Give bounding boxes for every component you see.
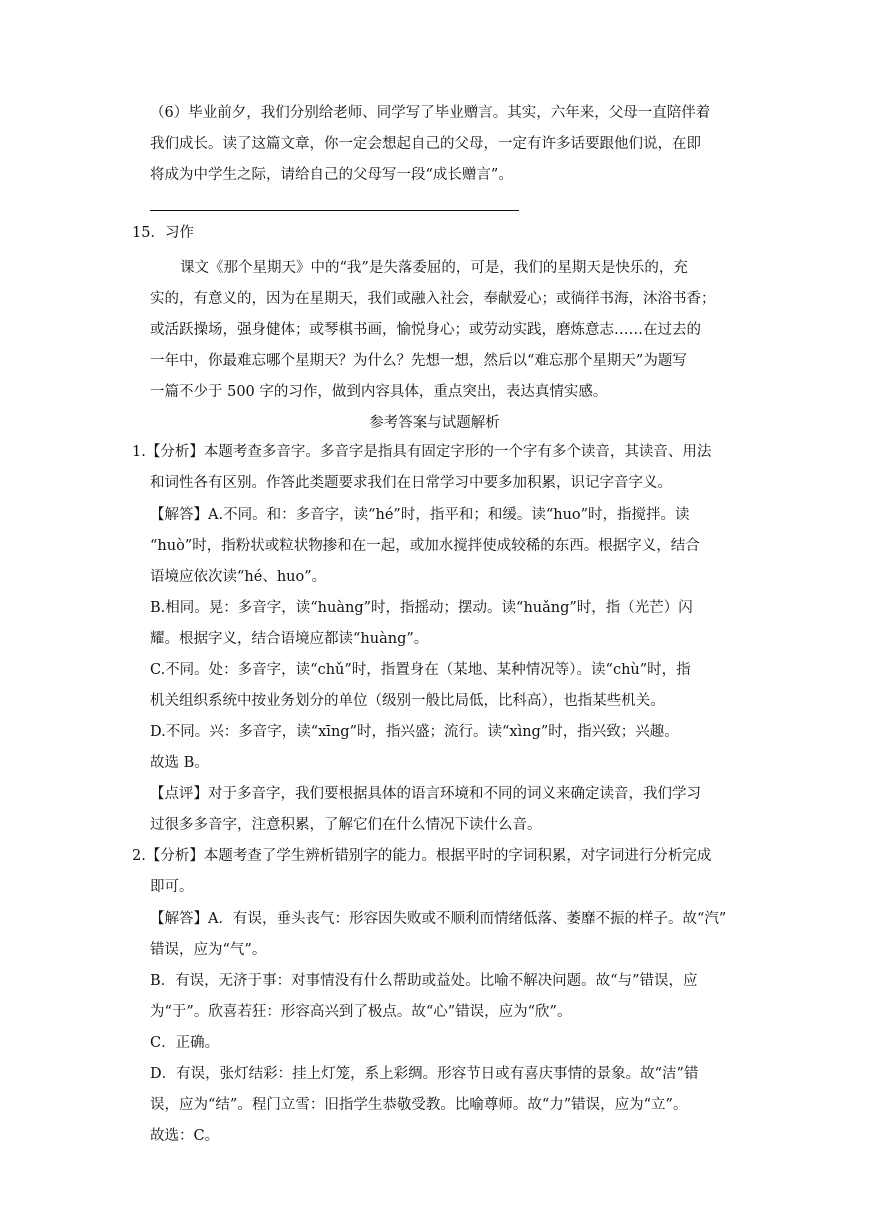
- a2-solution-8: 故选：C。: [150, 1128, 220, 1144]
- q15-line-3: 或活跃操场，强身健体；或琴棋书画，愉悦身心；或劳动实践，磨炼意志……在过去的: [150, 322, 701, 338]
- answer-blank-line: [150, 210, 519, 211]
- q15-line-5: 一篇不少于 500 字的习作，做到内容具体，重点突出，表达真情实感。: [150, 384, 608, 400]
- a2-solution-4: 为“于”。欣喜若狂：形容高兴到了极点。故“心”错误，应为“欣”。: [150, 1004, 572, 1020]
- a1-comment-2: 过很多多音字，注意积累，了解它们在什么情况下读什么音。: [150, 817, 542, 833]
- q15-heading: 15．习作: [132, 225, 194, 241]
- a2-analysis-1: 2.【分析】本题考查了学生辨析错别字的能力。根据平时的字词积累，对字词进行分析完成: [132, 848, 712, 864]
- q6-line-2: 我们成长。读了这篇文章，你一定会想起自己的父母，一定有许多话要跟他们说，在即: [150, 136, 701, 152]
- a1-solution-3: 语境应依次读“hé、huo”。: [150, 569, 327, 585]
- a2-solution-6: D．有误，张灯结彩：挂上灯笼，系上彩绸。形容节日或有喜庆事情的景象。故“洁”错: [150, 1066, 699, 1082]
- a1-solution-9: 故选 B。: [150, 755, 209, 771]
- a2-analysis-2: 即可。: [150, 879, 194, 895]
- q15-line-1: 课文《那个星期天》中的“我”是失落委屈的，可是，我们的星期天是快乐的，充: [180, 260, 688, 276]
- a1-analysis-1: 1.【分析】本题考查多音字。多音字是指具有固定字形的一个字有多个读音，其读音、用法: [132, 444, 712, 460]
- a2-solution-7: 误，应为“结”。程门立雪：旧指学生恭敬受教。比喻尊师。故“力”错误，应为“立”。: [150, 1097, 688, 1113]
- a2-solution-5: C．正确。: [150, 1035, 220, 1051]
- a1-solution-6: C.不同。处：多音字，读“chǔ”时，指置身在（某地、某种情况等）。读“chù”时，指: [150, 662, 691, 678]
- a1-comment-1: 【点评】对于多音字，我们要根据具体的语言环境和不同的词义来确定读音，我们学习: [150, 786, 701, 802]
- q6-line-3: 将成为中学生之际，请给自己的父母写一段“成长赠言”。: [150, 167, 513, 183]
- a2-solution-1: 【解答】A．有误，垂头丧气：形容因失败或不顺利而情绪低落、萎靡不振的样子。故“汽”: [150, 911, 727, 927]
- a1-solution-2: “huò”时，指粉状或粒状物掺和在一起，或加水搅拌使成较稀的东西。根据字义，结合: [150, 538, 700, 554]
- a2-solution-2: 错误，应为“气”。: [150, 942, 267, 958]
- q15-line-4: 一年中，你最难忘哪个星期天？为什么？先想一想，然后以“难忘那个星期天”为题写: [150, 353, 687, 369]
- q6-line-1: （6）毕业前夕，我们分别给老师、同学写了毕业赠言。其实，六年来，父母一直陪伴着: [150, 105, 711, 121]
- a1-analysis-2: 和词性各有区别。作答此类题要求我们在日常学习中要多加积累，识记字音字义。: [150, 475, 672, 491]
- a1-solution-7: 机关组织系统中按业务划分的单位（级别一般比局低，比科高），也指某些机关。: [150, 693, 665, 709]
- q15-line-2: 实的，有意义的，因为在星期天，我们或融入社会，奉献爱心；或徜徉书海，沐浴书香；: [150, 291, 716, 307]
- a1-solution-5: 耀。根据字义，结合语境应都读“huàng”。: [150, 631, 429, 647]
- answers-title: 参考答案与试题解析: [369, 415, 500, 431]
- a2-solution-3: B．有误，无济于事：对事情没有什么帮助或益处。比喻不解决问题。故“与”错误，应: [150, 973, 698, 989]
- a1-solution-4: B.相同。晃：多音字，读“huàng”时，指摇动；摆动。读“huǎng”时，指（光芒）闪: [150, 600, 693, 616]
- a1-solution-1: 【解答】A.不同。和：多音字，读“hé”时，指平和；和缓。读“huo”时，指搅拌。读: [150, 507, 690, 523]
- a1-solution-8: D.不同。兴：多音字，读“xīng”时，指兴盛；流行。读“xìng”时，指兴致；兴趣。: [150, 724, 679, 740]
